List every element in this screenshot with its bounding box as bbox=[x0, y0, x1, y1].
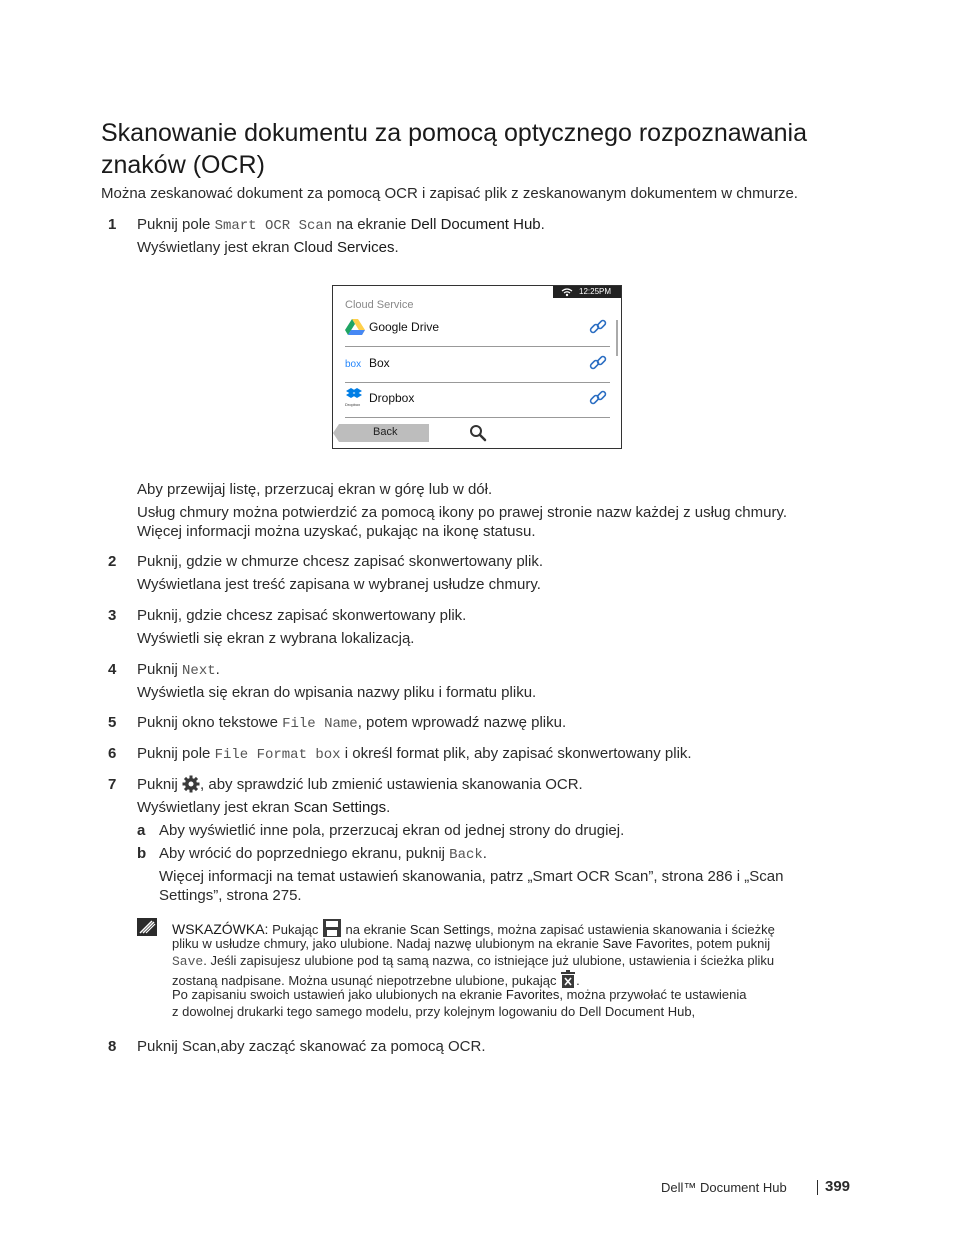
step-7-text: Puknij , aby sprawdzić lub zmienić ustawienia skanowania OCR. bbox=[137, 776, 583, 793]
svg-text:box: box bbox=[345, 359, 362, 370]
back-button-label: Back bbox=[373, 426, 398, 438]
step-number: 1 bbox=[108, 216, 117, 233]
tip-line-3: Save. Jeśli zapisujesz ulubione pod tą samą nazwa, co istniejące już ulubione, ustawienia i ścieżka pliku bbox=[172, 953, 775, 969]
code-file-format-box: File Format box bbox=[214, 747, 341, 763]
substep-letter: b bbox=[137, 845, 147, 862]
step-4-result: Wyświetla się ekran do wpisania nazwy pliku i formatu pliku. bbox=[137, 684, 537, 701]
step-number: 6 bbox=[108, 745, 117, 762]
code-file-name: File Name bbox=[282, 716, 358, 732]
cloud-services-screenshot bbox=[332, 285, 622, 449]
link-status-icon[interactable] bbox=[588, 353, 608, 373]
step-2-result: Wyświetlana jest treść zapisana w wybranej usłudze chmury. bbox=[137, 576, 541, 593]
step-3-text: Puknij, gdzie chcesz zapisać skonwertowany plik. bbox=[137, 607, 467, 624]
status-bar bbox=[553, 286, 621, 298]
step-6-text: Puknij pole File Format box i określ format plik, aby zapisać skonwertowany plik. bbox=[137, 745, 692, 763]
step-1-result: Wyświetlany jest ekran Cloud Services. bbox=[137, 239, 399, 256]
service-name: Box bbox=[369, 356, 390, 370]
code-save: Save bbox=[172, 954, 204, 969]
step-number: 2 bbox=[108, 553, 117, 570]
substep-b-text: Aby wrócić do poprzedniego ekranu, puknij Back. bbox=[159, 845, 487, 863]
service-name: Google Drive bbox=[369, 320, 440, 334]
page-title: Skanowanie dokumentu za pomocą optycznego rozpoznawania znaków (OCR) bbox=[101, 119, 808, 179]
step-8-text: Puknij Scan,aby zacząć skanować za pomocą OCR. bbox=[137, 1038, 486, 1055]
google-drive-icon bbox=[345, 319, 365, 335]
tip-line-6: z dowolnej drukarki tego samego modelu, przy kolejnym logowaniu do Dell Document Hub, bbox=[172, 1004, 696, 1019]
step-number: 3 bbox=[108, 607, 117, 624]
step-5-text: Puknij okno tekstowe File Name, potem wprowadź nazwę pliku. bbox=[137, 714, 567, 732]
step-7-result: Wyświetlany jest ekran Scan Settings. bbox=[137, 799, 391, 816]
status-icon-note-2: Więcej informacji można uzyskać, pukając na ikonę statusu. bbox=[137, 523, 536, 540]
substep-a-text: Aby wyświetlić inne pola, przerzucaj ekran od jednej strony do drugiej. bbox=[159, 822, 625, 839]
dropbox-icon bbox=[345, 387, 365, 407]
step-number: 4 bbox=[108, 661, 117, 678]
service-row-dropbox[interactable] bbox=[345, 382, 610, 418]
code-back: Back bbox=[449, 847, 483, 863]
footer-product: Dell™ Document Hub bbox=[661, 1180, 787, 1195]
box-icon bbox=[345, 355, 365, 371]
gear-icon bbox=[182, 775, 200, 793]
status-icon-note: Usług chmury można potwierdzić za pomocą ikony po prawej stronie nazw każdej z usług chmury. bbox=[137, 504, 788, 521]
tip-label: WSKAZÓWKA: bbox=[172, 921, 269, 937]
code-smart-ocr-scan: Smart OCR Scan bbox=[214, 218, 333, 234]
scrollbar[interactable] bbox=[616, 320, 618, 356]
tip-line-2: pliku w usłudze chmury, jako ulubione. Nadaj nazwę ulubionym na ekranie Save Favorites, potem puknij bbox=[172, 936, 771, 951]
scroll-note: Aby przewijaj listę, przerzucaj ekran w górę lub w dół. bbox=[137, 481, 493, 498]
substep-b-more-2: Settings”, strona 275. bbox=[159, 887, 302, 904]
service-name: Dropbox bbox=[369, 391, 415, 405]
step-1-text: Puknij pole Smart OCR Scan na ekranie Dell Document Hub. bbox=[137, 216, 545, 234]
step-2-text: Puknij, gdzie w chmurze chcesz zapisać skonwertowany plik. bbox=[137, 553, 544, 570]
tip-line-1: WSKAZÓWKA: Pukając na ekranie Scan Settings, można zapisać ustawienia skanowania i ścieżkę bbox=[172, 918, 775, 938]
substep-b-more: Więcej informacji na temat ustawień skanowania, patrz „Smart OCR Scan”, strona 286 i „Scan bbox=[159, 868, 784, 885]
link-status-icon[interactable] bbox=[588, 388, 608, 408]
service-row-google-drive[interactable] bbox=[345, 311, 610, 347]
svg-text:Dropbox: Dropbox bbox=[345, 402, 361, 407]
wifi-icon bbox=[561, 286, 573, 298]
footer-divider bbox=[817, 1180, 818, 1195]
status-time: 12:25PM bbox=[579, 287, 612, 296]
step-number: 5 bbox=[108, 714, 117, 731]
tip-line-5: Po zapisaniu swoich ustawień jako ulubionych na ekranie Favorites, można przywołać te ustawienia bbox=[172, 987, 747, 1002]
step-number: 7 bbox=[108, 776, 117, 793]
step-3-result: Wyświetli się ekran z wybrana lokalizacją. bbox=[137, 630, 415, 647]
step-number: 8 bbox=[108, 1038, 117, 1055]
note-pencil-icon bbox=[137, 918, 157, 936]
service-row-box[interactable] bbox=[345, 347, 610, 383]
step-4-text: Puknij Next. bbox=[137, 661, 220, 679]
tip-line-4: zostaną nadpisane. Można usunąć niepotrzebne ulubione, pukając . bbox=[172, 969, 580, 989]
substep-letter: a bbox=[137, 822, 146, 839]
back-button[interactable] bbox=[339, 424, 429, 442]
code-next: Next bbox=[182, 663, 216, 679]
search-icon[interactable] bbox=[469, 424, 487, 442]
page-number: 399 bbox=[825, 1178, 851, 1195]
link-status-icon[interactable] bbox=[588, 317, 608, 337]
screen-title: Cloud Service bbox=[345, 299, 414, 311]
intro-text: Można zeskanować dokument za pomocą OCR i zapisać plik z zeskanowanym dokumentem w chmurze. bbox=[101, 185, 798, 202]
